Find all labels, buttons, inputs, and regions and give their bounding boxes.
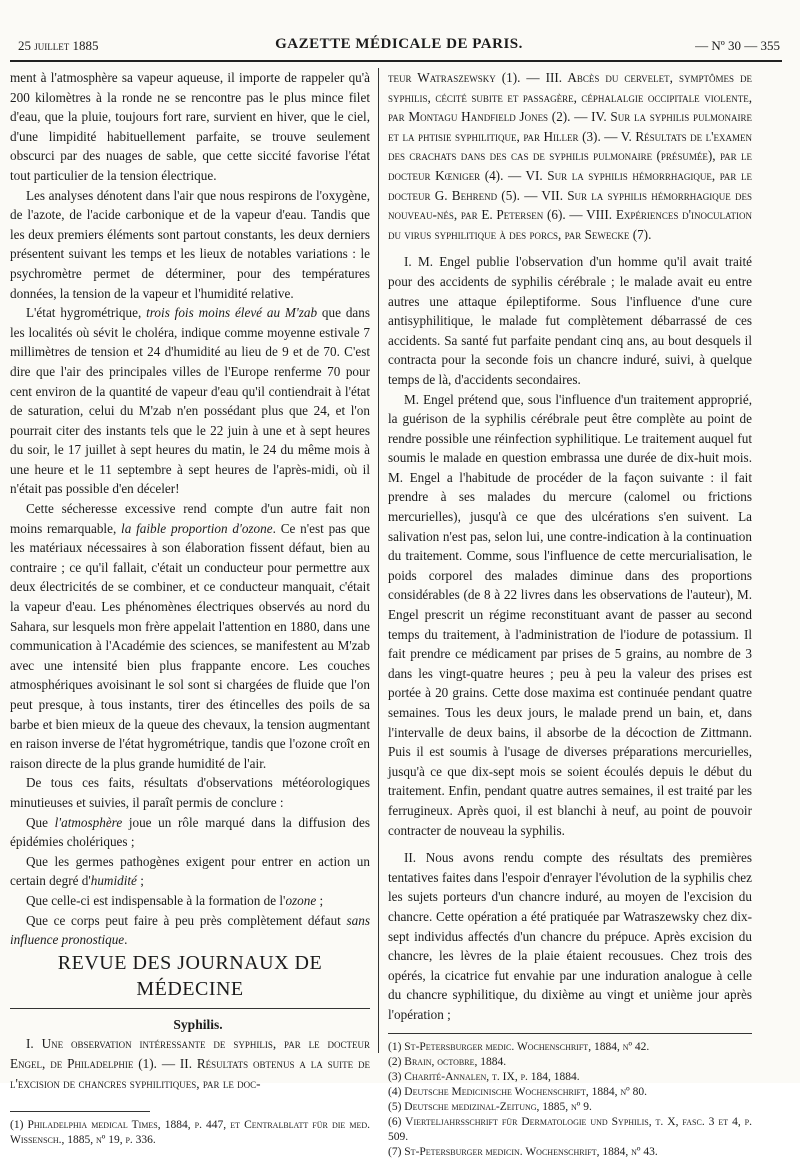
footnote: (4) Deutsche Medicinische Wochenschrift, 1884, nº 80. — [388, 1085, 647, 1098]
paragraph: Les analyses dénotent dans l'air que nous respirons de l'oxygène, de l'azote, de l'acide carbonique et de la vapeur d'eau. Tandis que les deux premiers éléments sont partout constants, les deux derniers présentent suivant les temps et les lieux de notables variations : le psychromètre permet de déterminer, pour des températures données, la tension de la vapeur et l'humidité relative. — [10, 187, 370, 301]
section-rule — [10, 1008, 370, 1009]
text: Cette sécheresse excessive rend compte d'un autre fait non moins remarquable, — [10, 501, 370, 536]
text: . — [124, 932, 128, 948]
paragraph — [10, 499, 370, 773]
footnote: (7) St-Petersburger medicin. Wochenschrift, 1884, nº 43. — [388, 1145, 658, 1158]
text: que dans les localités où sévit le choléra, indique comme moyenne estivale 7 millimètres de tension et 24 d'humidité au lieu de 9 et de 70. C'est dire que l'air des principales villes de l'Europe renferme 70 pour cent environ de la quantité de vapeur d'eau qu'il contiendrait à l'état de saturation, celui du M'zab n'en possédant plus que 24, et l'on pourrait citer des instants tels que le 22 juin à une et à sept heures du soir, le 17 juillet à sept heures du matin, le 24 du même mois à une heure et le 11 septembre à sept heures de l'après-midi, où il n'était pas possible d'en déceler! — [10, 305, 370, 497]
emphasis: sans influence pronostique — [10, 912, 370, 948]
text: Que les germes pathogènes exigent pour entrer en action un certain degré d' — [10, 853, 370, 889]
paragraph — [10, 303, 370, 499]
section-title: REVUE DES JOURNAUX DE MÉDECINE — [57, 951, 323, 1000]
emphasis: ozone — [285, 892, 317, 908]
paragraph: II. Nous avons rendu compte des résultats des premières tentatives faites dans l'espoir d'enrayer l'évolution de la syphilis chez les sujets porteurs d'un chancre induré, au moyen de l'excision du chancre. Cette opération a été pratiquée par Watraszewsky chez dix-sept individus affectés d'un chancre du prépuce. Après excision du chancre, les lèvres de la plaie étaient recousues. Chez trois des opérés, la cicatrice fut envahie par une induration analogue à celle du chancre syphilitique, du dixième au vingt et unième jour après l'opération ; — [388, 850, 752, 1022]
conclusion-item — [10, 911, 370, 950]
text: joue un rôle marqué dans la diffusion des épidémies cholériques ; — [10, 814, 370, 850]
header-rule — [10, 60, 782, 62]
text: L'état hygrométrique, — [26, 305, 147, 321]
text: ; — [316, 892, 324, 908]
conclusion-item — [10, 891, 370, 911]
header-date: 25 juillet 1885 — [18, 38, 99, 53]
text: Que celle-ci est indispensable à la formation de l' — [26, 892, 286, 908]
paragraph: De tous ces faits, résultats d'observations météorologiques minutieuses et suivies, il paraît permis de conclure : — [10, 775, 370, 810]
emphasis: la faible proportion d'ozone — [121, 520, 273, 536]
table-of-contents: I. Une observation intéressante de syphilis, par le docteur Engel, de Philadelphie (1). — II. Résultats obtenus a la suite de l'excision de chancres syphilitiques, par le doc- — [10, 1036, 370, 1091]
conclusion-item — [10, 852, 370, 891]
right-column — [388, 68, 752, 1160]
issue-page-number: — Nº 30 — 355 — [695, 38, 780, 53]
emphasis: l'atmosphère — [54, 814, 123, 830]
paragraph: ment à l'atmosphère sa vapeur aqueuse, il importe de rappeler qu'à 200 kilomètres à la ronde ne se rencontre pas le plus mince filet d'eau, que la pluie, toujours fort rare, survient en hiver, que le ciel, d'une limpidité habituellement parfaite, se trouve seulement obscurci par des nuages de sable, que cette siccité favorise l'état tout particulier de la tension électrique. — [10, 70, 370, 183]
text: ; — [136, 873, 144, 889]
paragraph: I. M. Engel publie l'observation d'un homme qu'il avait traité pour des accidents de syphilis cérébrale ; le malade avait eu entre autres une attaque épileptiforme. Sous l'influence d'une cure antisyphilitique, le malade fut complètement débarrassé de ces accidents. Sa santé fut parfaite pendant cinq ans, au bout desquels il contracta pour la seconde fois un chancre induré, suivi, à quelque temps de là, d'accidents secondaires. — [388, 254, 752, 387]
footnote: (6) Vierteljahrsschrift für Dermatologie und Syphilis, t. X, fasc. 3 et 4, p. 509. — [388, 1115, 752, 1143]
footnote: (5) Deutsche medizinal-Zeitung, 1885, nº 9. — [388, 1100, 592, 1113]
text: Que — [26, 814, 55, 830]
footnote: (1) Philadelphia medical Times, 1884, p. 447, et Centralblatt für die med. Wissensch., 1885, nº 19, p. 336. — [10, 1119, 370, 1147]
footnote: (3) Charité-Annalen, t. IX, p. 184, 1884. — [388, 1070, 580, 1083]
journal-title: GAZETTE MÉDICALE DE PARIS. — [275, 36, 523, 52]
left-column — [10, 68, 370, 1148]
section-subtitle: Syphilis. — [173, 1016, 223, 1032]
page-header — [18, 36, 780, 56]
conclusion-item — [10, 813, 370, 852]
footnote: (1) St-Petersburger medic. Wochenschrift, 1884, nº 42. — [388, 1040, 650, 1053]
emphasis: humidité — [90, 873, 137, 889]
footnote: (2) Brain, octobre, 1884. — [388, 1055, 507, 1068]
text: . Ce n'est pas que les matériaux nécessaires à son élaboration fissent défaut, bien au contraire ; ce qu'il fallait, c'était un conducteur pour permettre aux deux électricités de se combiner, et ce conducteur manquait, c'était la vapeur d'eau. Les phénomènes électriques observés au nord du Sahara, sur lesquels mon frère appelait l'attention en 1880, dans une communication à l'Académie des sciences, se manifestent au M'zab avec une intensité bien plus frappante encore. Les couches atmosphériques avoisinant le sol sont si chargées de fluide que l'on peut presque, à tous instants, tirer des étincelles des poils de sa barbe et bien mieux de la queue des chevaux, la tension augmentant en raison inverse de l'état hygrométrique, tandis que l'ozone croît en raison directe de la plus grande humidité de l'air. — [10, 520, 370, 771]
column-divider — [378, 68, 379, 1053]
footnote-rule — [388, 1033, 752, 1034]
paragraph: M. Engel prétend que, sous l'influence d'un traitement approprié, la guérison de la syphilis cérébrale peut être complète au point de rendre possible une réinfection syphilitique. Le traitement auquel fut soumis le malade en question embrassa une durée de dix-huit mois. M. Engel a l'habitude de procéder de la façon suivante : il fait prendre à ses malades du mercure (calomel ou frictions mercurielles), jusqu'à ce que des ulcérations s'en suivent. La salivation n'est pas, selon lui, une contre-indication à la continuation du traitement. Comme, sous l'influence de cette mercurialisation, le poids corporel des malades diminue dans des proportions considérables (de 8 à 22 livres dans les observations de l'auteur), M. Engel prescrit un régime reconstituant avant de passer au second temps du traitement, à l'administration de l'iodure de potassium. Il fait prendre ce médicament par prises de 5 grains, au nombre de 3 dans les vingt-quatre heures ; peu à peu la valeur des prises est portée à 20 grains. Cette dose maxima est continuée pendant quatre semaines. Tous les deux jours, le malade prend un bain, et, dans l'intervalle de deux bains, il absorbe de la décoction de Zittmann. Puis il est soumis à l'usage de diverses préparations mercurielles, jusqu'à ce que dix-sept mois se soient écoulés depuis le début du traitement. Enfin, pendant quatre autres semaines, il est traité par les ferrugineux. Après quoi, il est blanchi à neuf, au point de pouvoir contracter de nouveau la syphilis. — [388, 391, 752, 838]
footnote-rule — [10, 1111, 150, 1112]
table-of-contents: teur Watraszewsky (1). — III. Abcès du cervelet, symptômes de syphilis, cécité subite et passagère, céphalalgie occipitale violente, par Montagu Handfield Jones (2). — IV. Sur la syphilis pulmonaire et la phtisie syphilitique, par Hiller (3). — V. Résultats de l'examen des crachats dans des cas de syphilis pulmonaire (présumée), par le docteur Kœniger (4). — VI. Sur la syphilis hémorrhagique, par le docteur G. Behrend (5). — VII. Sur la syphilis hémorrhagique des nouveau-nés, par E. Petersen (6). — VIII. Expériences d'inoculation du virus syphilitique à des porcs, par Sewecke (7). — [388, 70, 752, 242]
text: Que ce corps peut faire à peu près complètement défaut — [26, 912, 347, 928]
emphasis: trois fois moins élevé au M'zab — [146, 305, 318, 321]
